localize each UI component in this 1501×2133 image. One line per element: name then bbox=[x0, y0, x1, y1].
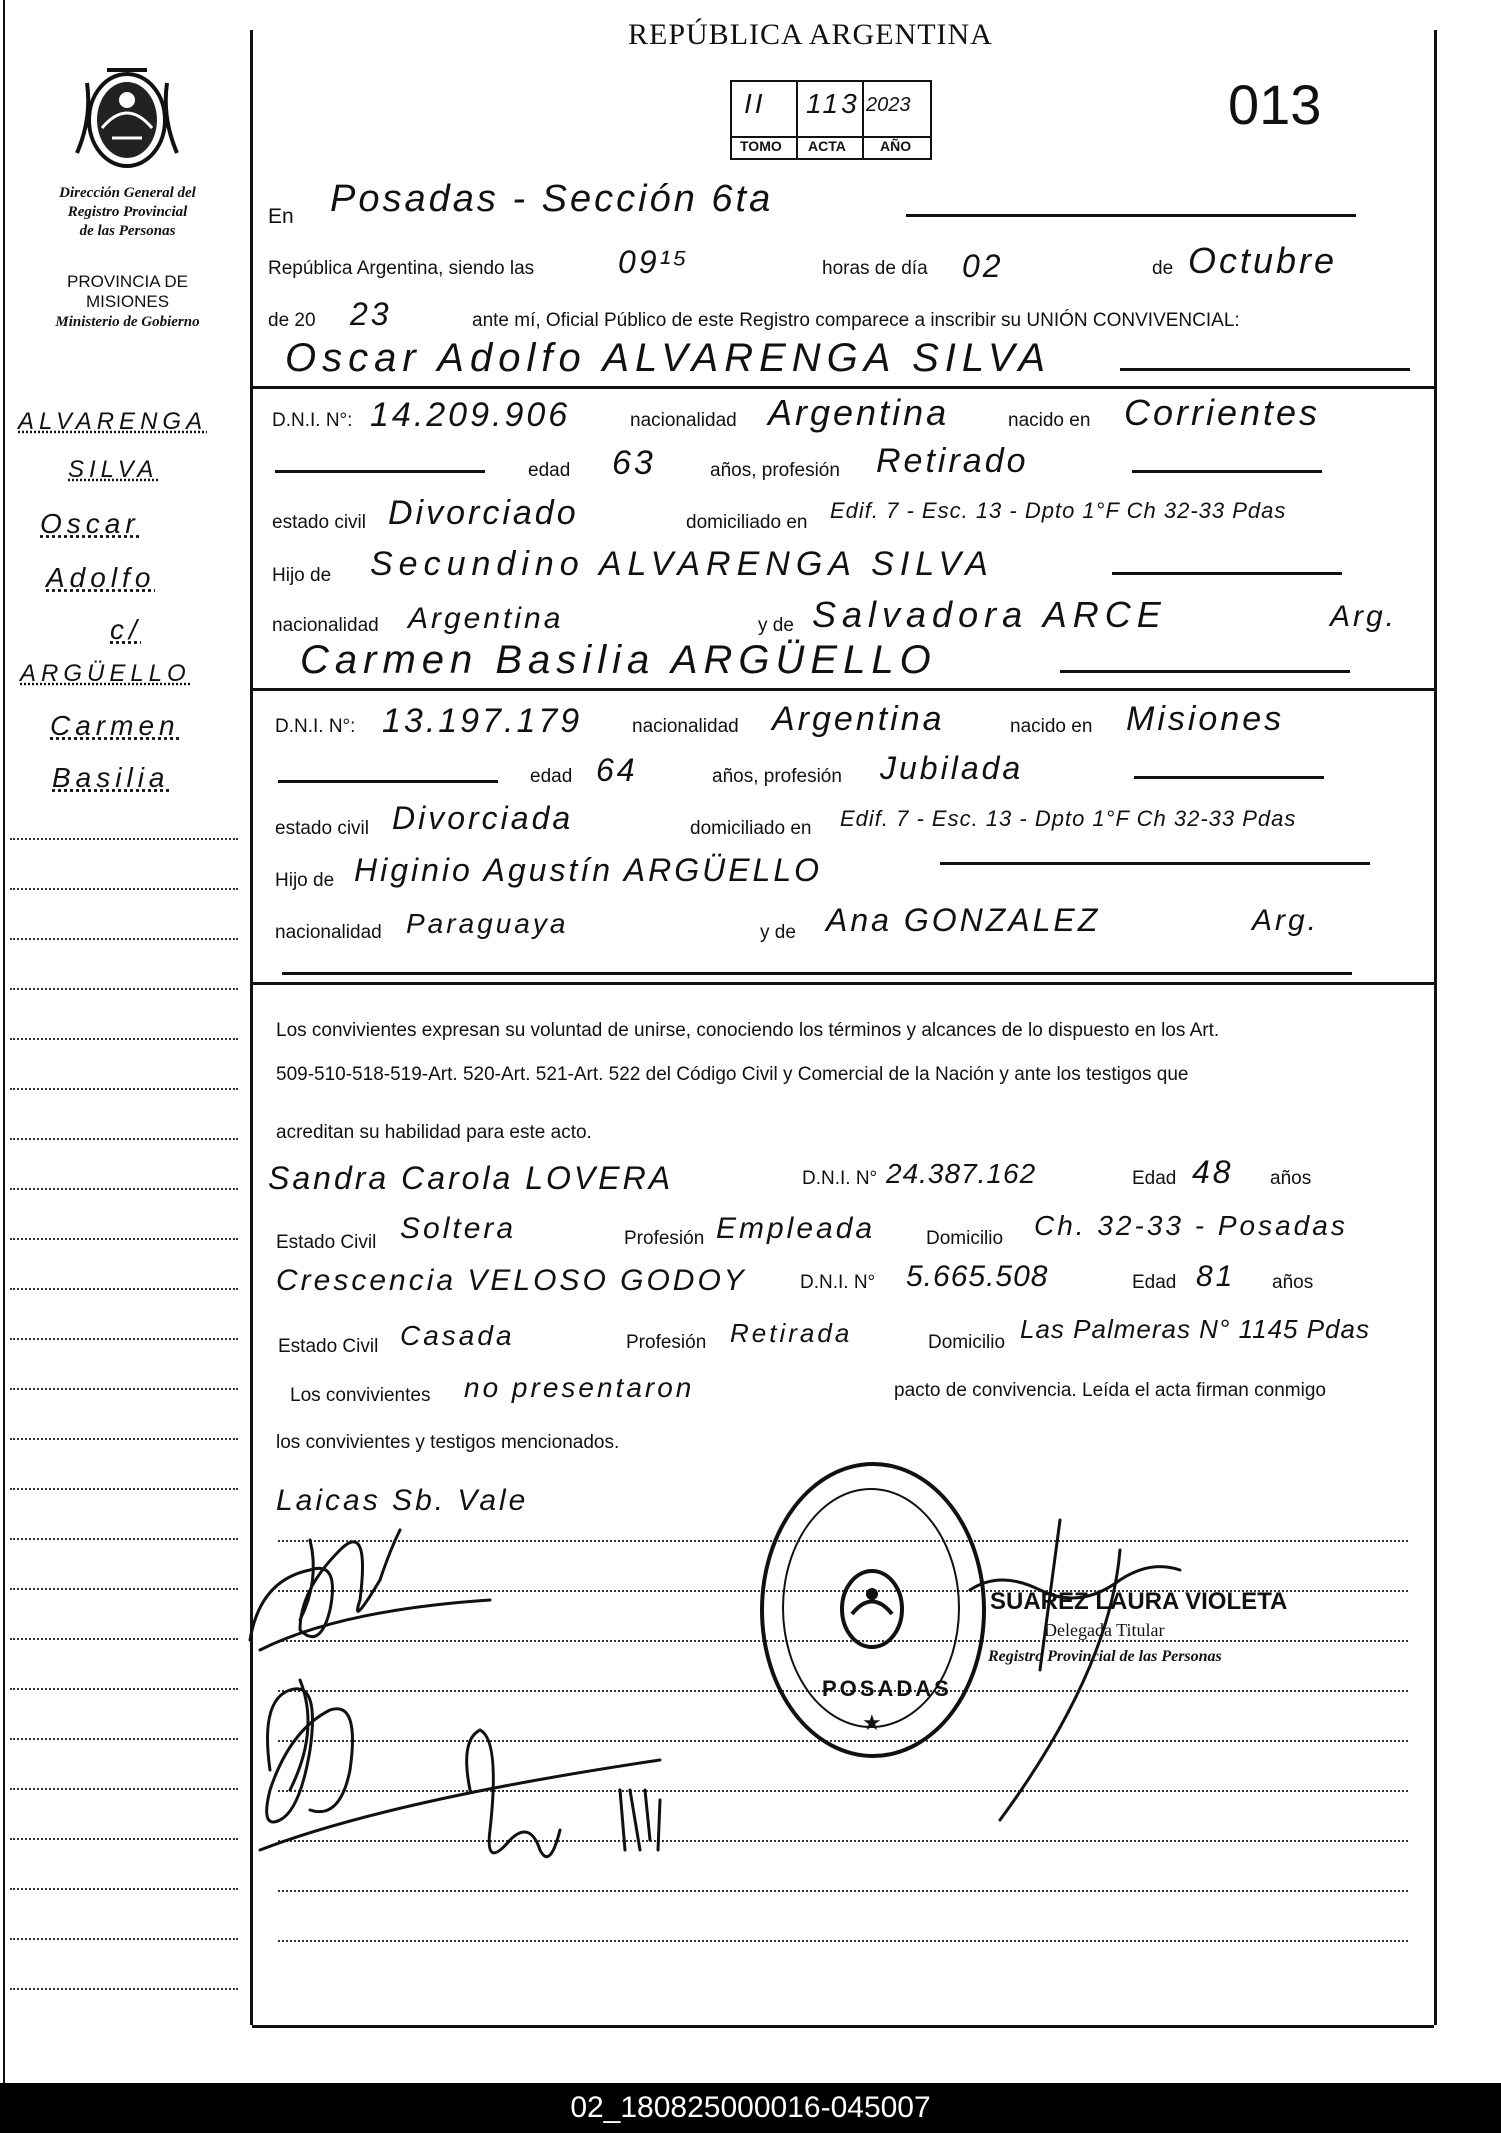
sidebar-dotted-line bbox=[10, 1388, 238, 1390]
witness2-dni-label: D.N.I. N° bbox=[800, 1272, 876, 1293]
person1-yde-label: y de bbox=[758, 615, 794, 636]
de-label: de bbox=[1152, 258, 1174, 279]
sidebar-dotted-line bbox=[10, 1538, 238, 1540]
witness2-anos-label: años bbox=[1272, 1272, 1314, 1293]
horas-label: horas de día bbox=[822, 258, 928, 279]
person2-prof-label: años, profesión bbox=[712, 766, 842, 787]
section-divider bbox=[252, 982, 1434, 985]
witness1-dni-label: D.N.I. N° bbox=[802, 1168, 878, 1189]
acta-value: 113 bbox=[806, 88, 860, 119]
sidebar-name-8: Basilia bbox=[52, 762, 170, 793]
person1-hijo-label: Hijo de bbox=[272, 565, 332, 586]
sidebar-dotted-line bbox=[10, 1838, 238, 1840]
ano-label: AÑO bbox=[880, 138, 912, 154]
person2-father: Higinio Agustín ARGÜELLO bbox=[354, 852, 823, 888]
person2-father-nat: Paraguaya bbox=[406, 908, 569, 939]
bottom-rule bbox=[252, 2025, 1434, 2028]
official-registry: Registro Provincial de las Personas bbox=[988, 1648, 1222, 1665]
witness1-civil-label: Estado Civil bbox=[276, 1232, 377, 1253]
official-name: SUAREZ LAURA VIOLETA bbox=[990, 1588, 1288, 1615]
person2-dom-label: domiciliado en bbox=[690, 818, 812, 839]
person1-address: Edif. 7 - Esc. 13 - Dpto 1°F Ch 32-33 Pdas bbox=[830, 498, 1287, 523]
sidebar-name-4: Adolfo bbox=[46, 562, 156, 593]
de20-label: de 20 bbox=[268, 310, 316, 331]
section-divider bbox=[252, 688, 1434, 691]
witness1-edad-label: Edad bbox=[1132, 1168, 1177, 1189]
person2-age-line bbox=[278, 780, 498, 783]
witness2-prof-label: Profesión bbox=[626, 1332, 707, 1353]
sidebar-dotted-line bbox=[10, 838, 238, 840]
document-title: REPÚBLICA ARGENTINA bbox=[628, 18, 993, 51]
statement-line-3: acreditan su habilidad para este acto. bbox=[276, 1122, 592, 1143]
org-line-2: Registro Provincial bbox=[67, 204, 188, 220]
statement-line-1: Los convivientes expresan su voluntad de unirse, conociendo los términos y alcances de lo dispuesto en los Art. bbox=[276, 1020, 1220, 1041]
closing-line-2: los convivientes y testigos mencionados. bbox=[276, 1432, 620, 1453]
place-value: Posadas - Sección 6ta bbox=[330, 178, 774, 220]
witness1-dom-label: Domicilio bbox=[926, 1228, 1004, 1249]
person2-yde-label: y de bbox=[760, 922, 796, 943]
box-divider-2 bbox=[862, 82, 864, 158]
person2-age: 64 bbox=[596, 752, 638, 788]
person1-dni-label: D.N.I. N°: bbox=[272, 410, 353, 431]
time-value: 09¹⁵ bbox=[618, 244, 690, 280]
witness2-civil-label: Estado Civil bbox=[278, 1336, 379, 1357]
tomo-label: TOMO bbox=[740, 138, 782, 154]
province-line-1: PROVINCIA DE bbox=[67, 272, 188, 291]
witness2-name: Crescencia VELOSO GODOY bbox=[276, 1264, 747, 1297]
witness2-civil: Casada bbox=[400, 1320, 515, 1351]
sidebar-dotted-line bbox=[10, 1338, 238, 1340]
person2-civil: Divorciada bbox=[392, 800, 574, 836]
ministry-line: Ministerio de Gobierno bbox=[55, 314, 200, 330]
person2-mother: Ana GONZALEZ bbox=[826, 902, 1101, 938]
seal-star-icon: ★ bbox=[862, 1710, 882, 1735]
person2-dni: 13.197.179 bbox=[382, 702, 583, 740]
sidebar-name-6: ARGÜELLO bbox=[20, 660, 191, 687]
person2-father-line bbox=[940, 862, 1370, 865]
ante-text: ante mí, Oficial Público de este Registro comparece a inscribir su UNIÓN CONVIVENCIAL: bbox=[472, 310, 1240, 331]
witness1-prof-label: Profesión bbox=[624, 1228, 705, 1249]
month-value: Octubre bbox=[1188, 240, 1338, 281]
sidebar-name-5: c/ bbox=[110, 614, 142, 645]
person1-mother: Salvadora ARCE bbox=[812, 594, 1167, 635]
footer-code: 02_180825000016-045007 bbox=[0, 2083, 1501, 2133]
person1-name-line bbox=[1120, 368, 1410, 371]
person1-prof-line bbox=[1132, 470, 1322, 473]
person1-age-line bbox=[275, 470, 485, 473]
person1-profession: Retirado bbox=[876, 442, 1029, 480]
signature-dotted-line bbox=[278, 1940, 1408, 1942]
sidebar-dotted-line bbox=[10, 1288, 238, 1290]
person1-edad-label: edad bbox=[528, 460, 571, 481]
person1-father: Secundino ALVARENGA SILVA bbox=[370, 545, 994, 583]
person1-nationality: Argentina bbox=[768, 392, 950, 433]
witness1-address: Ch. 32-33 - Posadas bbox=[1034, 1210, 1348, 1241]
witness2-edad-label: Edad bbox=[1132, 1272, 1177, 1293]
sidebar-dotted-line bbox=[10, 938, 238, 940]
person2-dni-label: D.N.I. N°: bbox=[275, 716, 356, 737]
acta-label: ACTA bbox=[808, 138, 846, 154]
sidebar-dotted-line bbox=[10, 1488, 238, 1490]
official-role: Delegada Titular bbox=[1044, 1620, 1165, 1640]
tomo-value: II bbox=[744, 88, 766, 119]
sidebar-name-3: Oscar bbox=[40, 508, 140, 539]
sidebar-dotted-line bbox=[10, 1938, 238, 1940]
sidebar-dotted-line bbox=[10, 1138, 238, 1140]
person1-name: Oscar Adolfo ALVARENGA SILVA bbox=[285, 336, 1052, 380]
coat-of-arms-icon bbox=[62, 58, 192, 178]
witness1-civil: Soltera bbox=[400, 1212, 517, 1245]
year-value: 23 bbox=[350, 296, 392, 332]
witness2-address: Las Palmeras N° 1145 Pdas bbox=[1020, 1314, 1370, 1344]
person1-prof-label: años, profesión bbox=[710, 460, 840, 481]
person2-hijo-label: Hijo de bbox=[275, 870, 335, 891]
person2-prof-line bbox=[1134, 776, 1324, 779]
sidebar-dotted-line bbox=[10, 988, 238, 990]
witness1-dni: 24.387.162 bbox=[886, 1158, 1037, 1189]
statement-line-2: 509-510-518-519-Art. 520-Art. 521-Art. 522 del Código Civil y Comercial de la Nación y ante los testigos que bbox=[276, 1064, 1189, 1085]
closing-note: Laicas Sb. Vale bbox=[276, 1484, 529, 1517]
org-line-3: de las Personas bbox=[79, 223, 176, 239]
person2-profession: Jubilada bbox=[880, 750, 1024, 786]
person2-mother-nat: Arg. bbox=[1252, 904, 1320, 937]
pacto-label: Los convivientes bbox=[290, 1385, 431, 1406]
day-value: 02 bbox=[962, 248, 1004, 284]
sidebar-dotted-line bbox=[10, 1988, 238, 1990]
person2-nacido-label: nacido en bbox=[1010, 716, 1093, 737]
person2-nac-label: nacionalidad bbox=[632, 716, 739, 737]
person2-extra-line bbox=[282, 972, 1352, 975]
person1-civil: Divorciado bbox=[388, 494, 579, 532]
sidebar-dotted-line bbox=[10, 1438, 238, 1440]
witness1-name: Sandra Carola LOVERA bbox=[268, 1160, 674, 1196]
sidebar-name-7: Carmen bbox=[50, 710, 180, 741]
sidebar-dotted-line bbox=[10, 1788, 238, 1790]
witness1-profession: Empleada bbox=[716, 1212, 876, 1245]
ano-value: 2023 bbox=[866, 94, 911, 116]
sidebar-dotted-line bbox=[10, 1588, 238, 1590]
witness1-anos-label: años bbox=[1270, 1168, 1312, 1189]
person2-name: Carmen Basilia ARGÜELLO bbox=[300, 638, 937, 682]
sidebar-dotted-line bbox=[10, 1188, 238, 1190]
person1-dni: 14.209.906 bbox=[370, 396, 571, 434]
org-name-block bbox=[20, 184, 235, 241]
person1-father-nat: Argentina bbox=[408, 602, 564, 635]
sidebar-dotted-line bbox=[10, 1238, 238, 1240]
page-number: 013 bbox=[1228, 73, 1322, 136]
province-line-2: MISIONES bbox=[85, 292, 170, 311]
person1-father-line bbox=[1112, 572, 1342, 575]
person1-nacido-label: nacido en bbox=[1008, 410, 1091, 431]
en-label: En bbox=[268, 205, 294, 228]
sidebar-dotted-line bbox=[10, 1688, 238, 1690]
witness2-dom-label: Domicilio bbox=[928, 1332, 1006, 1353]
person1-age: 63 bbox=[612, 444, 656, 482]
sidebar-name-1: ALVARENGA bbox=[18, 408, 208, 435]
section-divider bbox=[252, 386, 1434, 389]
sidebar-dotted-line bbox=[10, 1738, 238, 1740]
sidebar-name-2: SILVA bbox=[68, 456, 159, 483]
person1-dom-label: domiciliado en bbox=[686, 512, 808, 533]
tomo-acta-box bbox=[730, 80, 932, 160]
org-line-1: Dirección General del bbox=[59, 185, 196, 201]
person2-nac2-label: nacionalidad bbox=[275, 922, 382, 943]
left-margin-line bbox=[3, 0, 5, 2083]
person1-nac2-label: nacionalidad bbox=[272, 615, 379, 636]
witness2-profession: Retirada bbox=[730, 1318, 853, 1348]
sidebar-dotted-line bbox=[10, 1038, 238, 1040]
person1-birthplace: Corrientes bbox=[1124, 392, 1321, 433]
person2-edad-label: edad bbox=[530, 766, 573, 787]
sidebar-dotted-line bbox=[10, 888, 238, 890]
place-line bbox=[906, 214, 1356, 217]
person1-nac-label: nacionalidad bbox=[630, 410, 737, 431]
seal-city: POSADAS bbox=[822, 1676, 952, 1701]
right-border bbox=[1434, 30, 1437, 2025]
signature-image bbox=[240, 1490, 1320, 1930]
person2-nationality: Argentina bbox=[772, 700, 945, 738]
sidebar-dotted-line bbox=[10, 1088, 238, 1090]
person2-name-line bbox=[1060, 670, 1350, 673]
box-divider-1 bbox=[796, 82, 798, 158]
person1-mother-nat: Arg. bbox=[1330, 600, 1398, 633]
sidebar-dotted-line bbox=[10, 1888, 238, 1890]
pacto-value: no presentaron bbox=[464, 1372, 695, 1403]
republica-label: República Argentina, siendo las bbox=[268, 258, 535, 279]
person2-estado-label: estado civil bbox=[275, 818, 369, 839]
sidebar-dotted-line bbox=[10, 1638, 238, 1640]
witness2-dni: 5.665.508 bbox=[906, 1260, 1049, 1293]
person2-address: Edif. 7 - Esc. 13 - Dpto 1°F Ch 32-33 Pdas bbox=[840, 806, 1297, 831]
witness1-age: 48 bbox=[1192, 1154, 1234, 1190]
pacto-text: pacto de convivencia. Leída el acta firman conmigo bbox=[894, 1380, 1326, 1401]
person1-estado-label: estado civil bbox=[272, 512, 366, 533]
person2-birthplace: Misiones bbox=[1126, 700, 1285, 738]
province-block bbox=[20, 272, 235, 332]
witness2-age: 81 bbox=[1196, 1260, 1236, 1293]
